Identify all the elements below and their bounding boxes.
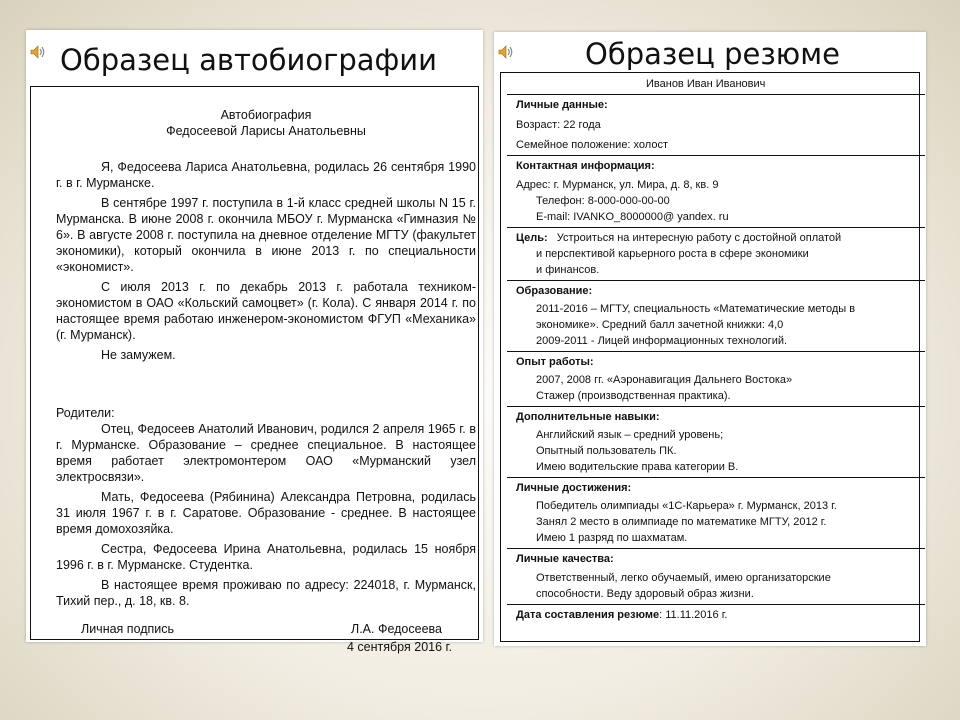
doc-subheading: Федосеевой Ларисы Анатольевны (166, 124, 366, 138)
resume-line: и финансов. (536, 264, 600, 276)
autobiography-body (56, 159, 476, 363)
resume-line: Телефон: 8-000-000-00-00 (536, 195, 670, 207)
resume-line: Английский язык – средний уровень; (536, 429, 724, 441)
paragraph: Отец, Федосеев Анатолий Иванович, родился 2 апреля 1965 г. в г. Мурманске. Образование – среднее специальное. В настоящее время работает электромонтером ОАО «Мурманский узел электросвязи». (56, 422, 476, 484)
section-heading: Личные достижения: (516, 482, 632, 494)
doc-heading: Автобиография (220, 108, 312, 122)
resume-line: способности. Веду здоровый образ жизни. (536, 588, 754, 600)
section-heading: Дата составления резюме (516, 609, 660, 621)
parents-section (56, 405, 476, 609)
speaker-icon[interactable] (498, 44, 514, 60)
autobiography-heading (56, 107, 476, 139)
resume-line: Возраст: 22 года (516, 119, 601, 131)
resume-line: 2009-2011 - Лицей информационных технологий. (536, 335, 788, 347)
divider (507, 351, 925, 352)
section-heading: Образование: (516, 285, 593, 297)
resume-line: экономике». Средний балл зачетной книжки: 4,0 (536, 319, 784, 331)
paragraph: Я, Федосеева Лариса Анатольевна, родилась 26 сентября 1990 г. в г. Мурманске. (56, 160, 476, 190)
paragraph: Сестра, Федосеева Ирина Анатольевна, родилась 15 ноября 1996 г. в г. Мурманске. Студентка. (56, 542, 476, 572)
signature-label: Личная подпись (81, 622, 175, 636)
resume-line: Адрес: г. Мурманск, ул. Мира, д. 8, кв. 9 (516, 179, 719, 191)
divider (507, 155, 925, 156)
signature-name: Л.А. Федосеева (351, 622, 442, 636)
section-heading: Личные качества: (516, 553, 614, 565)
divider (507, 280, 925, 281)
paragraph: В настоящее время проживаю по адресу: 224018, г. Мурманск, Тихий пер., д. 18, кв. 8. (56, 578, 476, 608)
section-heading: Личные данные: (516, 99, 608, 111)
resume-title: Образец резюме (585, 37, 840, 71)
resume-line: 2011-2016 – МГТУ, специальность «Математические методы в (536, 303, 856, 315)
autobiography-document (30, 86, 479, 654)
resume-document (500, 72, 920, 642)
resume-line: E-mail: IVANKO_8000000@ yandex. ru (536, 211, 729, 223)
resume-line: Ответственный, легко обучаемый, имею организаторские (536, 572, 831, 584)
resume-line: Победитель олимпиады «1С-Карьера» г. Мурманск, 2013 г. (536, 500, 837, 512)
resume-line: Устроиться на интересную работу с достойной оплатой (556, 232, 842, 244)
resume-line: Имею 1 разряд по шахматам. (536, 532, 688, 544)
resume-line: и перспективой карьерного роста в сфере экономики (536, 248, 809, 260)
signature-date: 4 сентября 2016 г. (347, 640, 453, 654)
paragraph: Мать, Федосеева (Рябинина) Александра Петровна, родилась 31 июля 1967 г. в г. Саратове. Образование - среднее. В настоящее время домохозяйка. (56, 490, 476, 536)
resume-date: : 11.11.2016 г. (659, 609, 728, 621)
section-heading: Опыт работы: (516, 356, 594, 368)
speaker-icon[interactable] (30, 44, 46, 60)
divider (507, 604, 925, 605)
divider (507, 406, 925, 407)
resume-body (516, 76, 921, 623)
divider (507, 227, 925, 228)
resume-line: Семейное положение: холост (516, 139, 668, 151)
paragraph: В сентябре 1997 г. поступила в 1-й класс средней школы N 15 г. Мурманска. В июне 2008 г. окончила МБОУ г. Мурманска «Гимназия № 6». В августе 2008 г. поступила на дневное отделение МГТУ (факультет экономики), который окончила в июне 2013 г. по специальности «экономист». (56, 196, 476, 274)
divider (507, 94, 925, 95)
divider (507, 548, 925, 549)
section-heading: Цель: (516, 232, 548, 244)
resume-name: Иванов Иван Иванович (646, 78, 766, 90)
paragraph: С июля 2013 г. по декабрь 2013 г. работала техником-экономистом в ОАО «Кольский самоцвет» (г. Кола). С января 2014 г. по настоящее время работаю инженером-экономистом ФГУП «Механика» (г. Мурманск). (56, 280, 476, 342)
divider (507, 477, 925, 478)
parents-heading: Родители: (56, 406, 115, 420)
resume-line: Занял 2 место в олимпиаде по математике МГТУ, 2012 г. (536, 516, 827, 528)
autobiography-title: Образец автобиографии (60, 43, 437, 77)
section-heading: Контактная информация: (516, 160, 655, 172)
autobiography-panel (26, 30, 483, 654)
section-heading: Дополнительные навыки: (516, 411, 660, 423)
resume-line: 2007, 2008 гг. «Аэронавигация Дальнего Востока» (536, 374, 793, 386)
resume-panel (494, 32, 926, 646)
resume-line: Имею водительские права категории В. (536, 461, 739, 473)
paragraph: Не замужем. (101, 348, 176, 362)
resume-line: Опытный пользователь ПК. (536, 445, 677, 457)
resume-line: Стажер (производственная практика). (536, 390, 731, 402)
